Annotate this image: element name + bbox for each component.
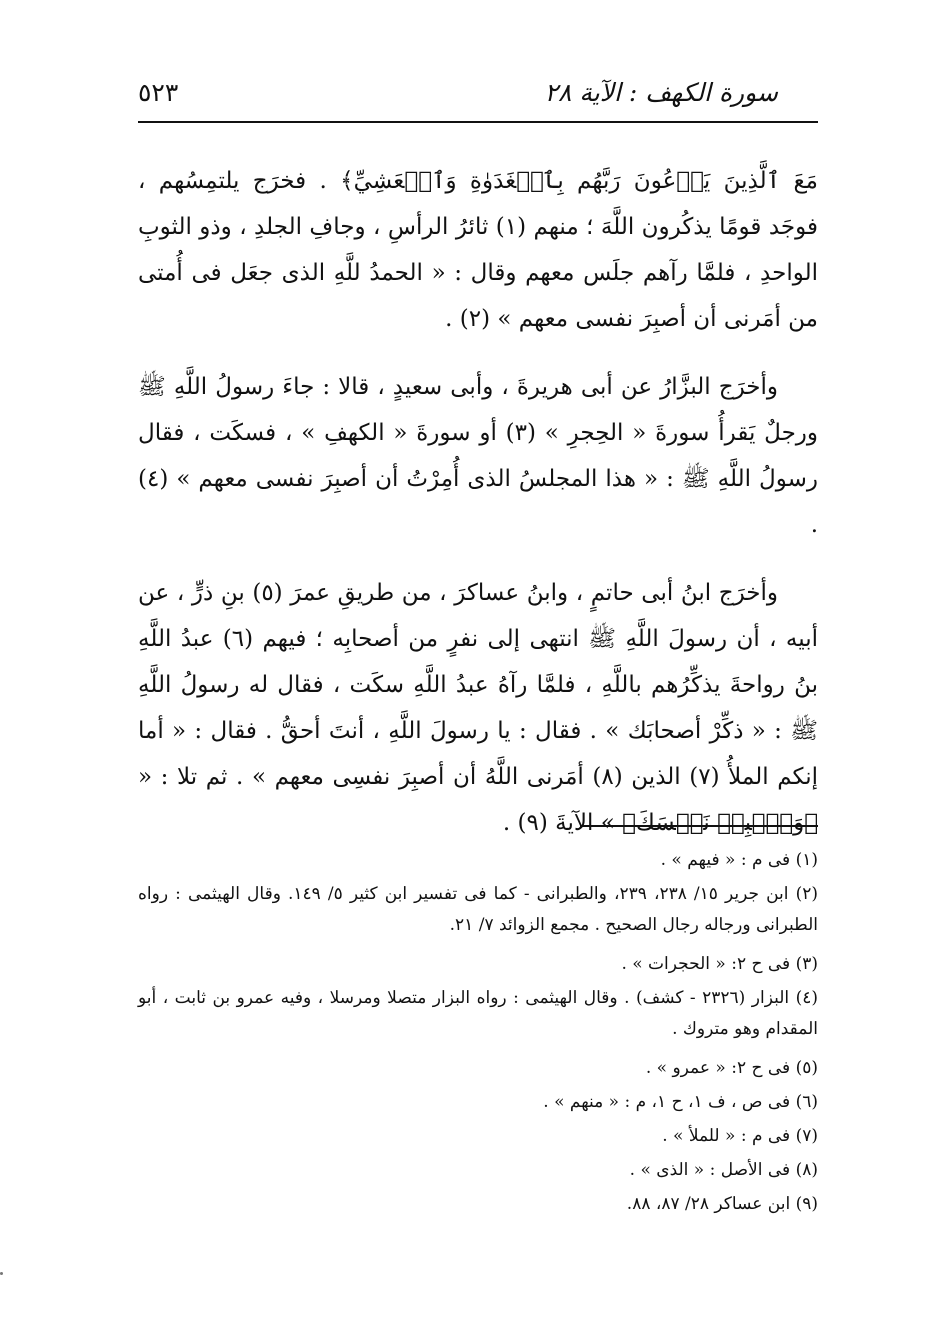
footnotes <box>138 845 818 1223</box>
footnote: (٧) فى م : « للملأ » . <box>662 1126 818 1146</box>
footnote: (٢) ابن جرير ١٥/ ٢٣٨، ٢٣٩، والطبرانى - كما فى تفسير ابن كثير ٥/ ١٤٩. وقال الهيثمى : رواه الطبرانى ورجاله رجال الصحيح . مجمع الزوائد ٧/ ٢١. <box>138 884 819 935</box>
footnote: (٦) فى ص ، ف ١، ح ١، م : « منهم » . <box>543 1092 818 1112</box>
footnote: (٤) البزار (٢٣٢٦ - كشف) . وقال الهيثمى : رواه البزار متصلا ومرسلا ، وفيه عمرو بن ثابت ، أبو المقدام وهو متروك . <box>138 988 818 1039</box>
paragraph: وأخرَج ابنُ أبى حاتمٍ ، وابنُ عساكرَ ، من طريقِ عمرَ (٥) بنِ ذرٍّ ، عن أبيه ، أن رسولَ اللَّهِ ﷺ انتهى إلى نفرٍ من أصحابِه ؛ فيهم (٦) عبدُ اللَّهِ بنُ رواحةَ يذكِّرُهم باللَّهِ ، فلمَّا رآهُ عبدُ اللَّهِ سكَت ، فقال له رسولُ اللَّهِ ﷺ : « ذكِّرْ أصحابَك » . فقال : يا رسولَ اللَّهِ ، أنتَ أحقُّ . فقال : « أما إنكم الملأُ (٧) الذين (٨) أمَرنى اللَّهُ أن أصبِرَ نفسِى معهم » . ثم تلا : « ﴿وَٱصۡبِرۡ نَفۡسَكَ﴾ » الآيةَ (٩) . <box>138 580 818 836</box>
footnote: (٣) فى ح ٢: « الحجرات » . <box>621 954 818 974</box>
paragraph: مَعَ ٱلَّذِينَ يَدۡعُونَ رَبَّهُم بِٱلۡغَدَوٰةِ وَٱلۡعَشِيِّ﴾ . فخرَج يلتمِسُهم ، فوجَد قومًا يذكُرون اللَّهَ ؛ منهم (١) ثائرُ الرأسِ ، وجافِ الجلدِ ، وذو الثوبِ الواحدِ ، فلمَّا رآهم جلَس معهم وقال : « الحمدُ للَّهِ الذى جعَل فى أُمتى من أمَرنى أن أصبِرَ نفسى معهم » (٢) . <box>138 168 818 332</box>
running-title: سورة الكهف : الآية ٢٨ <box>544 78 778 107</box>
footnote: (١) فى م : « فيهم » . <box>660 850 818 870</box>
footnote: (٥) فى ح ٢: « عمرو » . <box>645 1058 818 1078</box>
main-text <box>138 158 818 846</box>
page-number: ٥٢٣ <box>138 78 179 107</box>
footnote-separator <box>580 825 818 827</box>
footnote: (٨) فى الأصل : « الذى » . <box>629 1160 818 1180</box>
paragraph: وأخرَج البزَّارُ عن أبى هريرةَ ، وأبى سعيدٍ ، قالا : جاءَ رسولُ اللَّهِ ﷺ ورجلٌ يَقرأُ سورةَ « الحِجرِ » (٣) أو سورةَ « الكهفِ » ، فسكَت ، فقال رسولُ اللَّهِ ﷺ : « هذا المجلسُ الذى أُمِرْتُ أن أصبِرَ نفسى معهم » (٤) . <box>138 374 819 538</box>
header-rule <box>138 121 818 123</box>
scan-speck <box>0 1272 3 1275</box>
page-header <box>138 78 818 118</box>
footnote: (٩) ابن عساكر ٢٨/ ٨٧، ٨٨. <box>626 1194 818 1214</box>
